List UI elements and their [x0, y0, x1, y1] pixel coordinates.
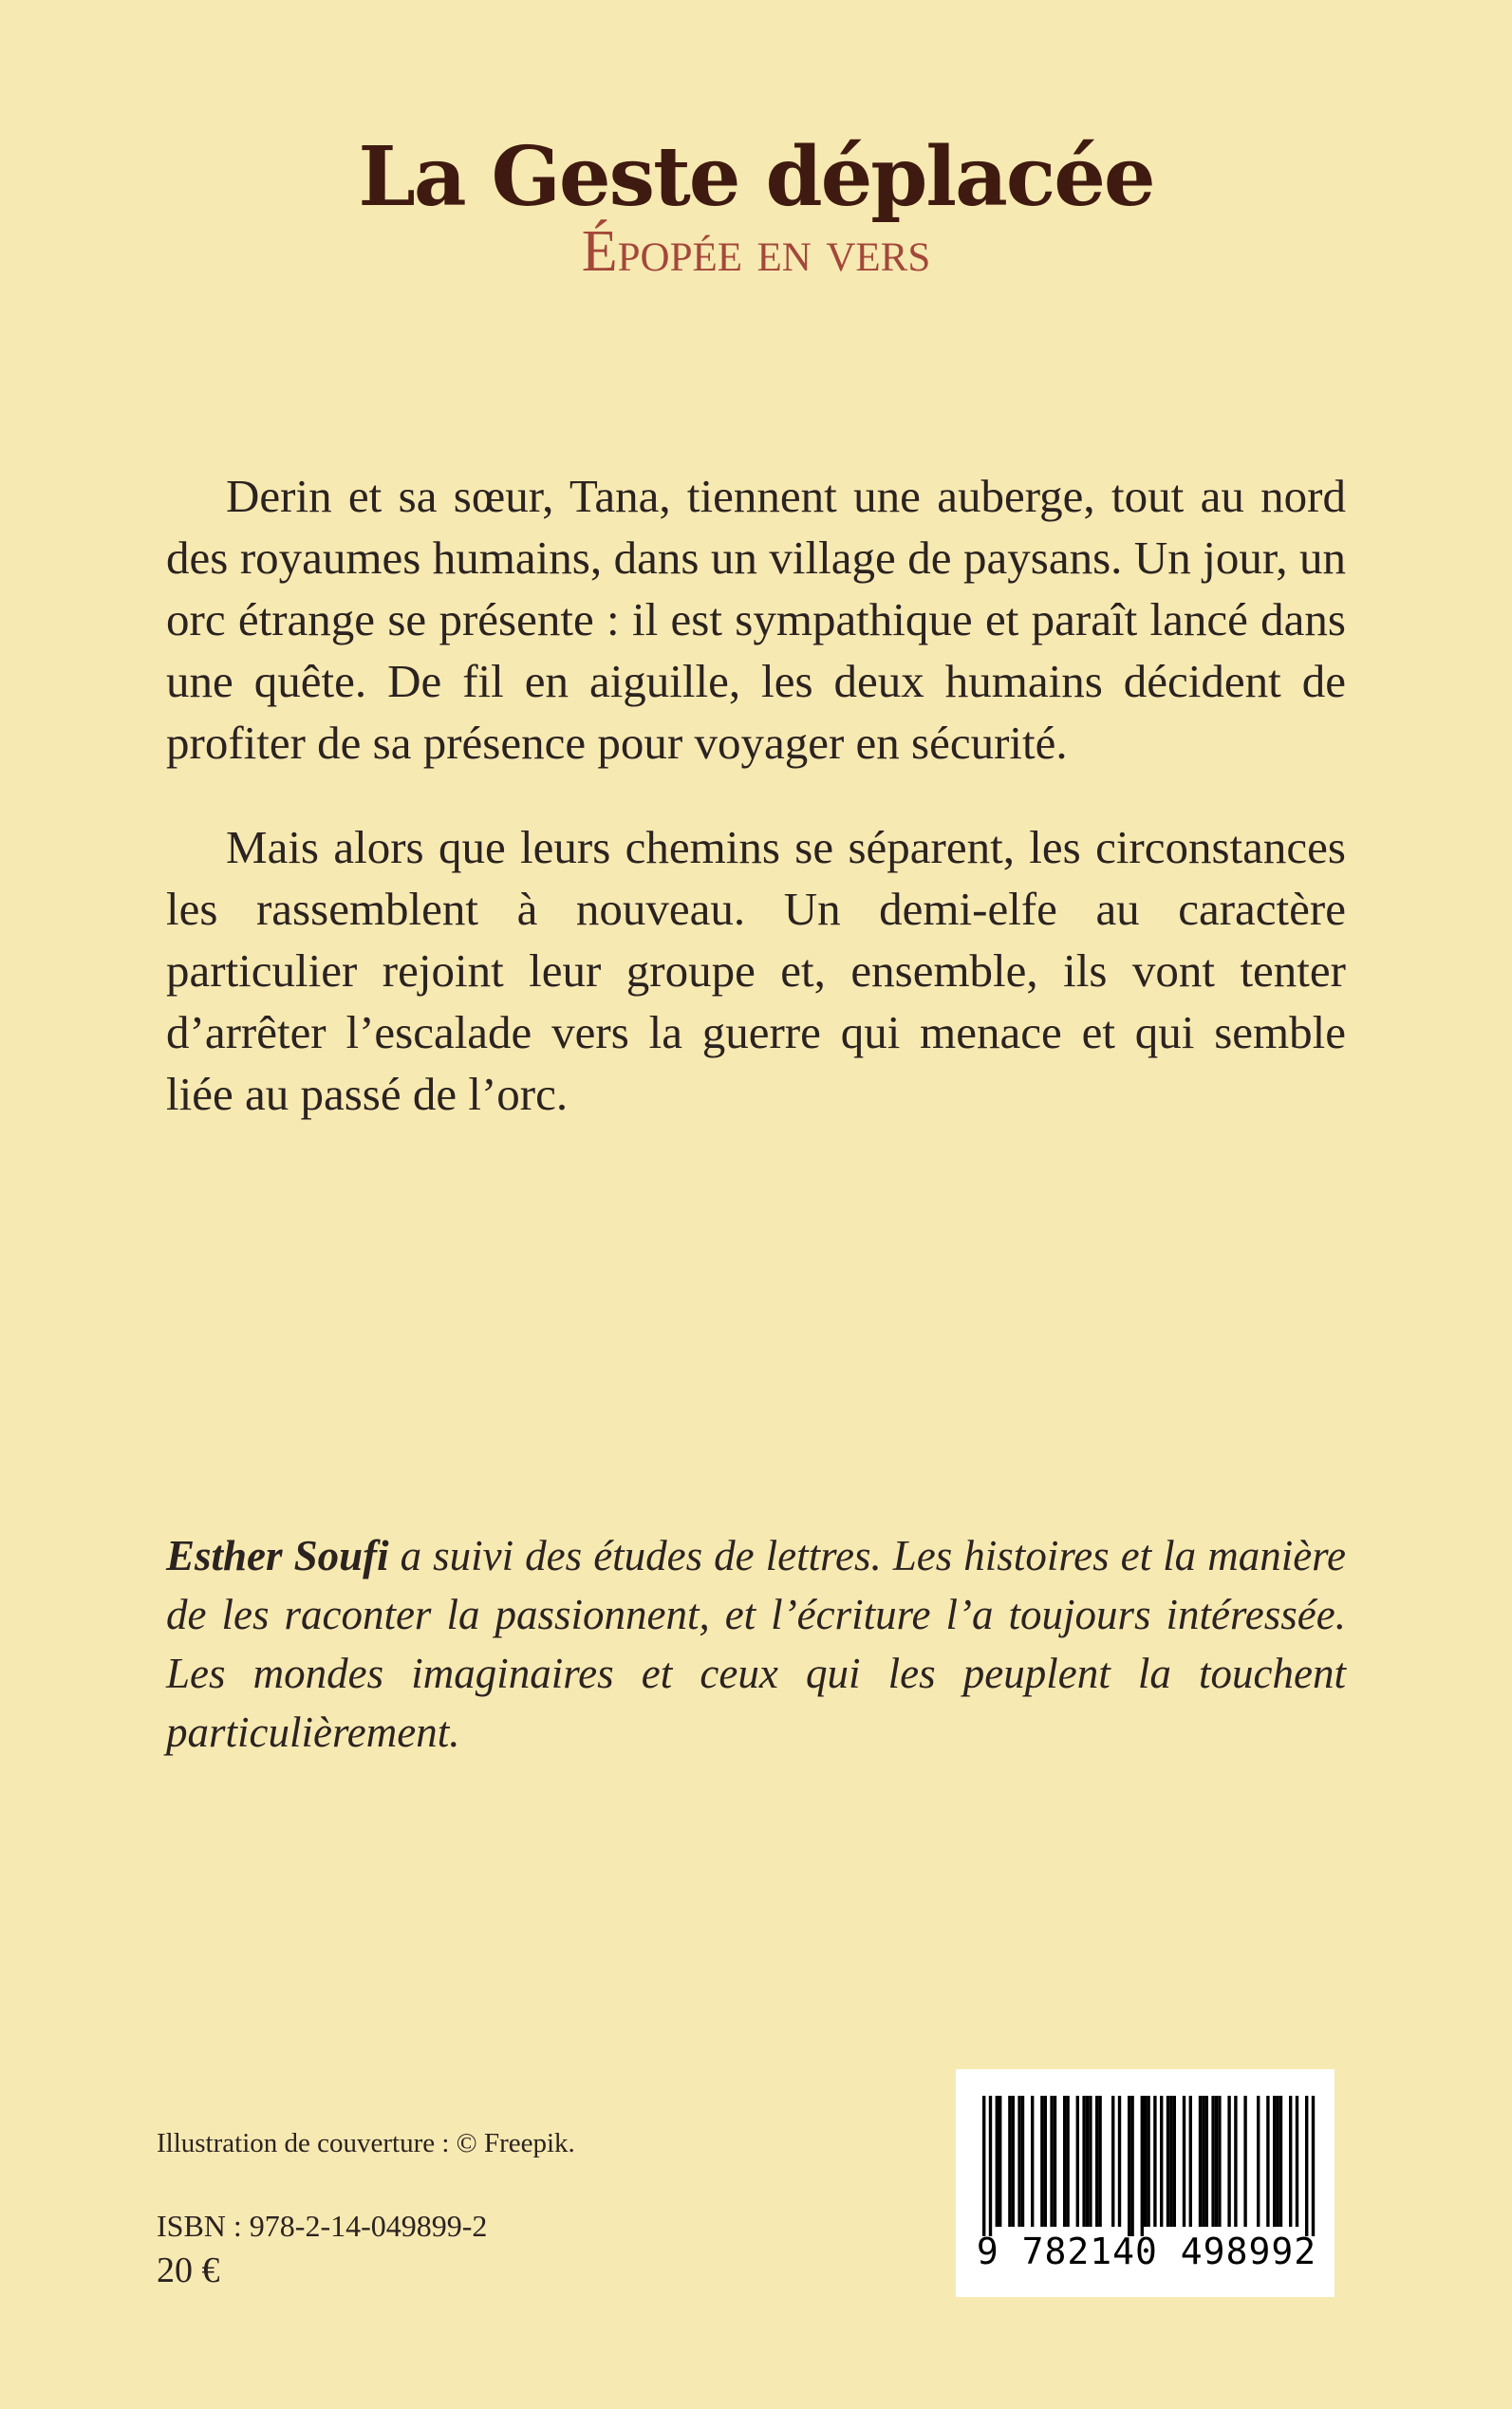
barcode-bar — [1098, 2096, 1101, 2227]
price: 20 € — [157, 2250, 220, 2290]
barcode-bar — [1063, 2096, 1066, 2227]
author-bio-text: a suivi des études de lettres. Les histoires et la manière de les raconter la passionnent, et l’écriture l’a toujours intéressée. Les mondes imaginaires et ceux qui les peuplent la touchent particulièrement. — [166, 1532, 1346, 1756]
barcode — [956, 2069, 1335, 2297]
barcode-bar — [1266, 2096, 1269, 2227]
barcode-bar — [1289, 2096, 1292, 2227]
barcode-bar — [1276, 2096, 1279, 2227]
barcode-bar — [1118, 2096, 1121, 2227]
barcode-bar — [1167, 2096, 1169, 2227]
book-subtitle: Épopée en vers — [581, 218, 931, 284]
barcode-bar — [1050, 2096, 1053, 2227]
barcode-bar — [1040, 2096, 1043, 2227]
barcode-bar — [1044, 2096, 1047, 2227]
book-title: La Geste déplacée — [358, 129, 1154, 225]
barcode-bar — [1202, 2096, 1204, 2227]
barcode-bar — [1111, 2096, 1114, 2227]
barcode-bar — [1153, 2096, 1156, 2227]
barcode-bar — [1130, 2096, 1133, 2236]
barcode-bar — [1008, 2096, 1011, 2227]
barcode-bar — [1076, 2096, 1079, 2227]
barcode-bar — [1031, 2096, 1034, 2227]
barcode-bar — [1017, 2096, 1020, 2227]
barcode-bar — [1273, 2096, 1276, 2227]
barcode-bar — [1215, 2096, 1218, 2227]
barcode-bar — [1305, 2096, 1308, 2236]
barcode-bar — [1086, 2096, 1089, 2227]
barcode-bar — [1054, 2096, 1056, 2227]
isbn: ISBN : 978-2-14-049899-2 — [157, 2209, 488, 2243]
barcode-bar — [1205, 2096, 1208, 2227]
barcode-bar — [1218, 2096, 1221, 2227]
barcode-bar — [1089, 2096, 1092, 2227]
cover-credits: Illustration de couverture : © Freepik. — [157, 2128, 575, 2158]
barcode-bar — [1183, 2096, 1185, 2227]
barcode-bar — [1169, 2096, 1172, 2227]
barcode-bar — [1312, 2096, 1315, 2236]
barcode-bar — [1234, 2096, 1237, 2227]
barcode-bar — [1095, 2096, 1098, 2227]
barcode-bar — [1012, 2096, 1015, 2227]
synopsis — [166, 465, 1346, 1167]
author-name: Esther Soufi — [166, 1532, 389, 1579]
barcode-bar — [1147, 2096, 1149, 2227]
synopsis-paragraph-2: Mais alors que leurs chemins se séparent, les circonstances les rassemblent à nouveau. Un demi-elfe au caractère particulier rejoint leur groupe et, ensemble, ils vont tenter d’arrêter l’escalade vers la guerre qui menace et qui semble liée au passé de l’orc. — [166, 821, 1346, 1120]
barcode-bar — [1199, 2096, 1202, 2227]
barcode-bar — [1021, 2096, 1024, 2227]
barcode-bar — [1257, 2096, 1260, 2227]
synopsis-paragraph-1: Derin et sa sœur, Tana, tiennent une auberge, tout au nord des royaumes humains, dans un village de paysans. Un jour, un orc étrange se présente : il est sympathique et paraît lancé dans une quête. De fil en aiguille, les deux humains décident de profiter de sa présence pour voyager en sécurité. — [166, 470, 1346, 769]
barcode-bar — [1173, 2096, 1176, 2227]
barcode-bar — [1189, 2096, 1192, 2227]
barcode-bar — [1211, 2096, 1214, 2227]
barcode-digits: 9 782140 498992 — [976, 2231, 1317, 2272]
barcode-bar — [1296, 2096, 1298, 2227]
barcode-bar — [1160, 2096, 1163, 2227]
barcode-bar — [1082, 2096, 1085, 2227]
barcode-bar — [1227, 2096, 1230, 2227]
author-bio — [166, 1526, 1346, 1762]
barcode-bar — [1243, 2096, 1246, 2227]
barcode-bar — [999, 2096, 1001, 2227]
barcode-bar — [1279, 2096, 1282, 2227]
barcode-bar — [1128, 2096, 1130, 2236]
title-block — [0, 129, 1512, 284]
barcode-bar — [982, 2096, 985, 2236]
barcode-bar — [1066, 2096, 1069, 2227]
barcode-bar — [996, 2096, 999, 2227]
barcode-bar — [989, 2096, 992, 2236]
barcode-bar — [1141, 2096, 1144, 2236]
barcode-bar — [1144, 2096, 1147, 2227]
